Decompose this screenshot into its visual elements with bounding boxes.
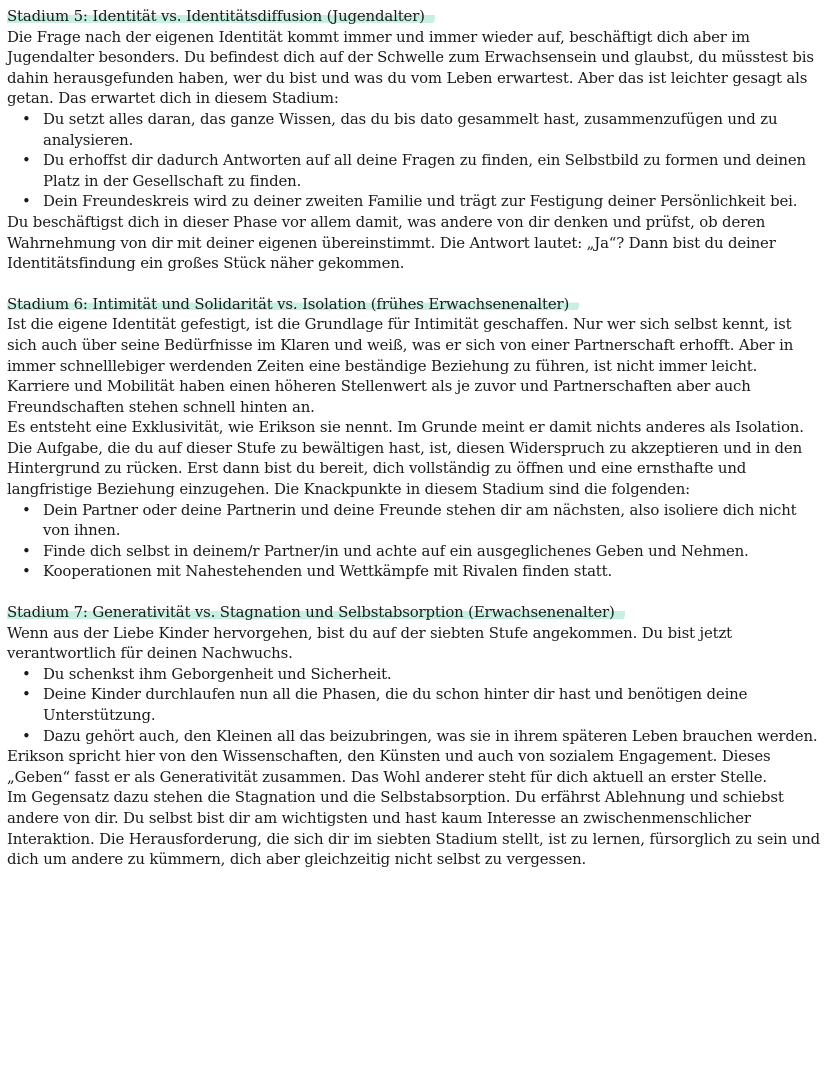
section-intro-continued: Es entsteht eine Exklusivität, wie Erikson sie nennt. Im Grunde meint er damit nichts anderes als Isolation. Die Aufgabe, die du auf dieser Stufe zu bewältigen hast, ist, diesen Widerspruch zu akzeptieren und in den Hintergrund zu rücken. Erst dann bist du bereit, dich vollständig zu öffnen und eine ernsthafte und langfristige Beziehung einzugehen. Die Knackpunkte in diesem Stadium sind die folgenden: (7, 418, 804, 499)
list-item: • Dazu gehört auch, den Kleinen all das beizubringen, was sie in ihrem späteren Leben brauchen werden. (43, 726, 822, 747)
section-outro: Du beschäftigst dich in dieser Phase vor allem damit, was andere von dir denken und prüfst, ob deren Wahrnehmung von dir mit deiner eigenen übereinstimmt. Die Antwort lautet: „Ja“? Dann bist du deiner Identitätsfindung ein großes Stück näher gekommen. (7, 212, 776, 273)
list-item: • Du erhoffst dir dadurch Antworten auf all deine Fragen zu finden, ein Selbstbild zu formen und deinen Platz in der Gesellschaft zu finden. (43, 150, 822, 191)
section-intro: Die Frage nach der eigenen Identität kommt immer und immer wieder auf, beschäftigt dich aber im Jugendalter besonders. Du befindest dich auf der Schwelle zum Erwachsensein und glaubst, du müsstest bis dahin herausgefunden haben, wer du bist und was du vom Leben erwartest. Aber das ist leichter gesagt als getan. Das erwartet dich in diesem Stadium: (7, 27, 814, 108)
bullet-list (7, 664, 822, 746)
section-intro: Ist die eigene Identität gefestigt, ist die Grundlage für Intimität geschaffen. Nur wer sich selbst kennt, ist sich auch über seine Bedürfnisse im Klaren und weiß, was er sich von einer Partnerschaft erhofft. Aber in immer schnelllebiger werdenden Zeiten eine beständige Beziehung zu führen, ist nicht immer leicht. Karriere und Mobilität haben einen höheren Stellenwert als je zuvor und Partnerschaften aber auch Freundschaften stehen schnell hinten an. (7, 315, 794, 416)
list-item: • Dein Partner oder deine Partnerin und deine Freunde stehen dir am nächsten, also isoliere dich nicht von ihnen. (43, 500, 822, 541)
list-item: • Deine Kinder durchlaufen nun all die Phasen, die du schon hinter dir hast und benötigen deine Unterstützung. (43, 684, 822, 725)
section-stage-5 (7, 6, 822, 274)
section-outro-continued: Im Gegensatz dazu stehen die Stagnation und die Selbstabsorption. Du erfährst Ablehnung und schiebst andere von dir. Du selbst bist dir am wichtigsten und hast kaum Interesse an zwischenmenschlicher Interaktion. Die Herausforderung, die sich dir im siebten Stadium stellt, ist zu lernen, fürsorglich zu sein und dich um andere zu kümmern, dich aber gleichzeitig nicht selbst zu vergessen. (7, 788, 821, 869)
section-outro: Erikson spricht hier von den Wissenschaften, den Künsten und auch von sozialem Engagement. Dieses „Geben“ fasst er als Generativität zusammen. Das Wohl anderer steht für dich aktuell an erster Stelle. (7, 747, 771, 786)
section-heading: Stadium 6: Intimität und Solidarität vs. Isolation (frühes Erwachsenenalter) (7, 294, 579, 315)
list-item: • Du schenkst ihm Geborgenheit und Sicherheit. (43, 664, 822, 685)
bullet-list (7, 109, 822, 212)
section-stage-7 (7, 602, 822, 870)
list-item: • Du setzt alles daran, das ganze Wissen, das du bis dato gesammelt hast, zusammenzufügen und zu analysieren. (43, 109, 822, 150)
section-stage-6 (7, 294, 822, 582)
section-heading: Stadium 5: Identität vs. Identitätsdiffusion (Jugendalter) (7, 6, 435, 27)
section-intro: Wenn aus der Liebe Kinder hervorgehen, bist du auf der siebten Stufe angekommen. Du bist jetzt verantwortlich für deinen Nachwuchs. (7, 623, 732, 663)
list-item: • Dein Freundeskreis wird zu deiner zweiten Familie und trägt zur Festigung deiner Persönlichkeit bei. (43, 191, 822, 212)
bullet-list (7, 500, 822, 582)
section-heading: Stadium 7: Generativität vs. Stagnation und Selbstabsorption (Erwachsenenalter) (7, 602, 625, 623)
list-item: • Finde dich selbst in deinem/r Partner/in und achte auf ein ausgeglichenes Geben und Nehmen. (43, 541, 822, 562)
list-item: • Kooperationen mit Nahestehenden und Wettkämpfe mit Rivalen finden statt. (43, 561, 822, 582)
